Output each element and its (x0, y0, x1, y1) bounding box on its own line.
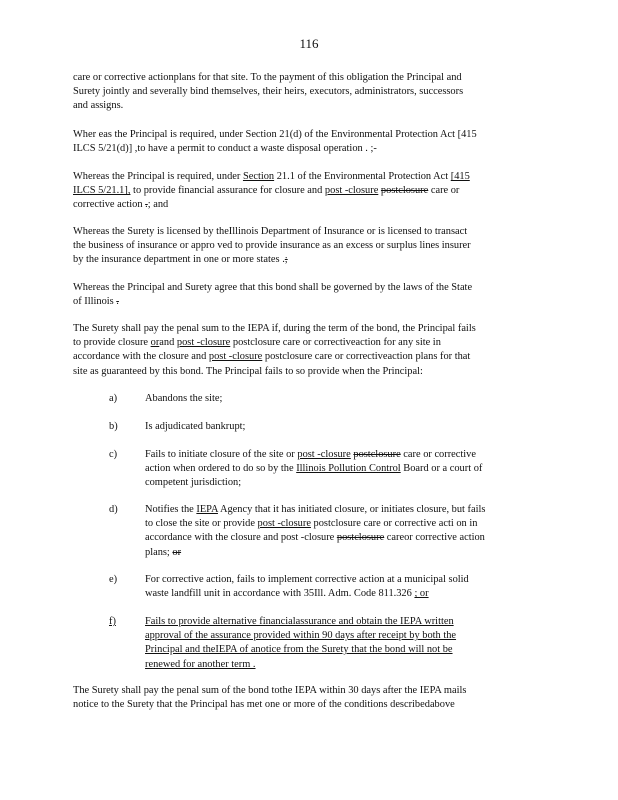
list-marker: b) (109, 421, 118, 432)
list-marker: d) (109, 504, 118, 515)
list-marker: e) (109, 574, 118, 585)
list-marker: a) (109, 393, 118, 404)
list-marker: f) (109, 616, 116, 627)
paragraph-permit-requirement: Wher eas the Principal is required, under Section 21(d) of the Environmental Protection Act [415 ILCS 5/21(d)] ,to have a permit to conduct a waste disposal operation . ;- (73, 129, 477, 155)
paragraph-surety-licensed: Whereas the Surety is licensed by theIllinois Department of Insurance or is licensed to transact the business of insurance or appro ved to provide insurance as an excess or surplus lines insurer by the insurance department in one or more states .; (73, 226, 471, 266)
list-marker: c) (109, 449, 118, 460)
paragraph-penal-sum-conditions: The Surety shall pay the penal sum to the IEPA if, during the term of the bond, the Principal fails to provide closure orand post -closure postclosure care or correctiveaction for any site in accordance with the closure and post -closure postclosure care or correctiveaction plans for that site as guaranteed by this bond. The Principal fails to so provide when the Principal: (73, 323, 476, 377)
paragraph-payment-terms: The Surety shall pay the penal sum of the bond tothe IEPA within 30 days after the IEPA mails notice to the Surety that the Principal has met one or more of the conditions describedabove (73, 685, 467, 711)
paragraph-obligation: care or corrective actionplans for that site. To the payment of this obligation the Principal and Surety jointly and severally bind themselves, their heirs, executors, administrators, successors and assigns. (73, 72, 464, 112)
page-number: 116 (299, 36, 319, 51)
paragraph-governing-law: Whereas the Principal and Surety agree that this bond shall be governed by the laws of the State of Illinois . (73, 282, 473, 308)
paragraph-financial-assurance: Whereas the Principal is required, under Section 21.1 of the Environmental Protection Act [415 ILCS 5/21.1], to provide financial assurance for closure and post -closure postclosure care or corrective action .; and (73, 171, 470, 211)
